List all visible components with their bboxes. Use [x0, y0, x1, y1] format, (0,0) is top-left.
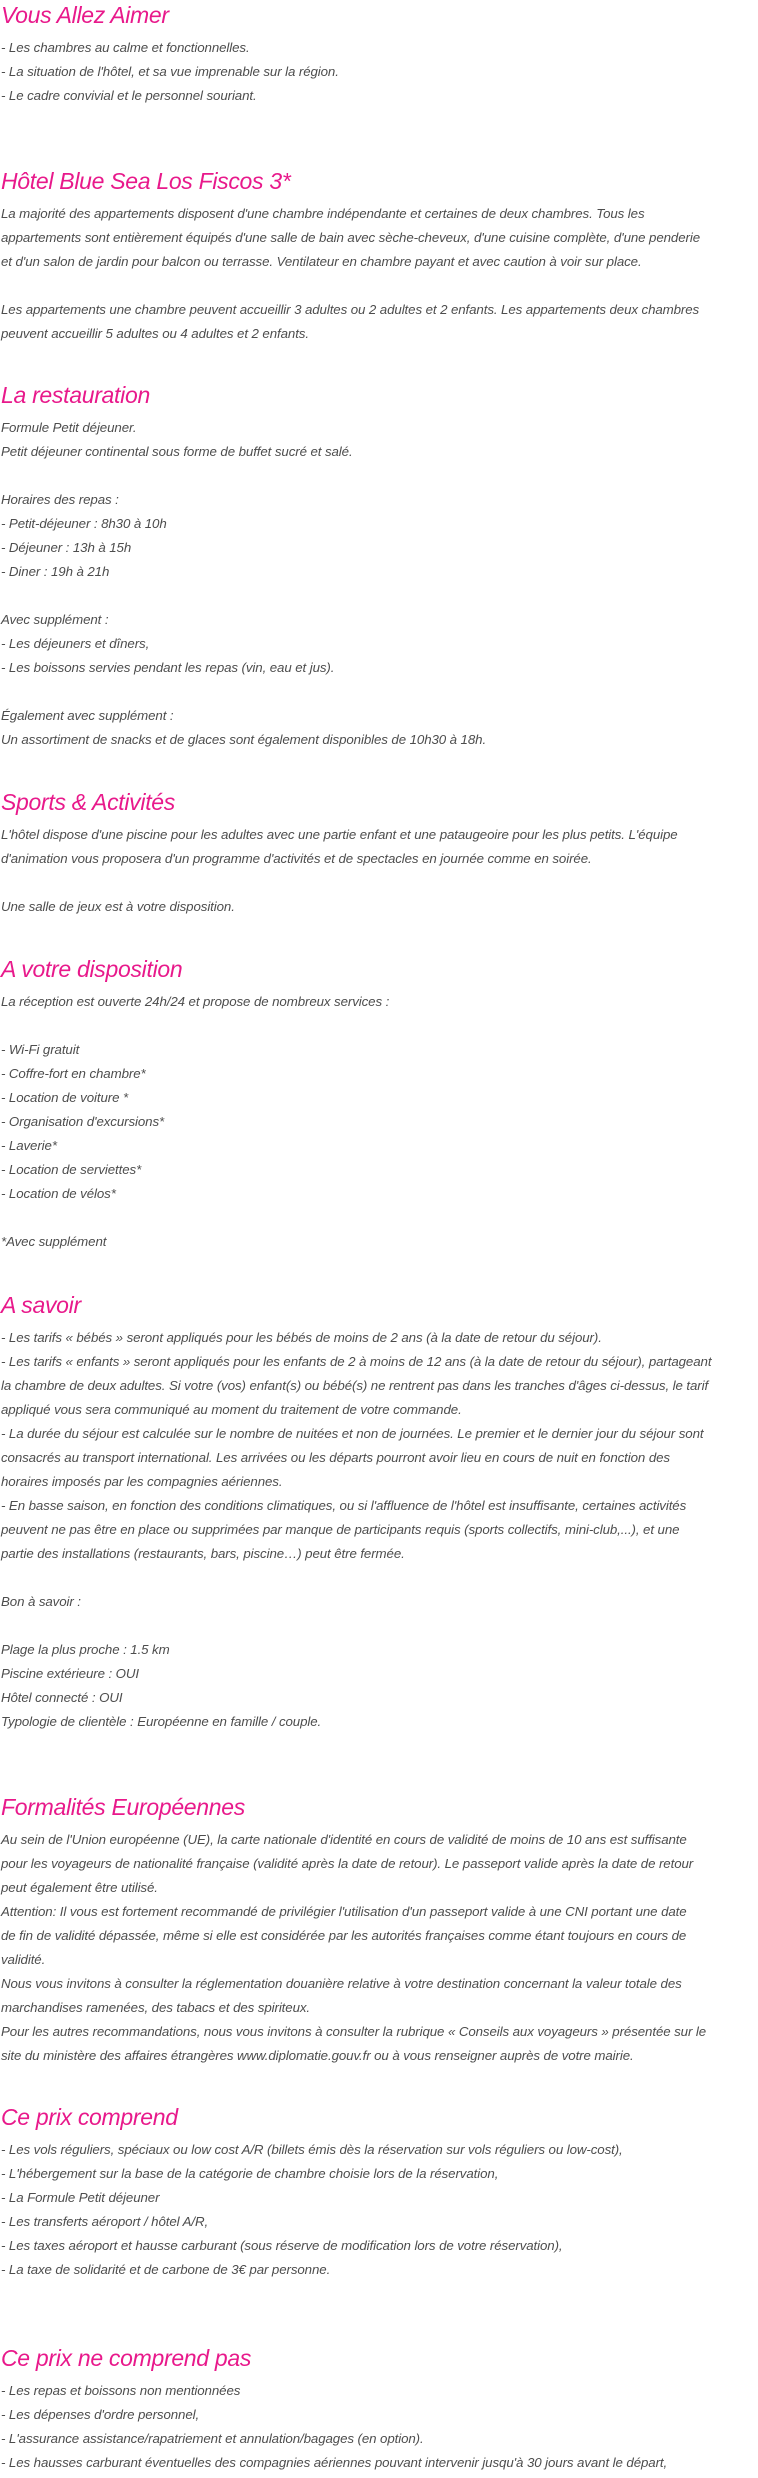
text-line: de fin de validité dépassée, même si elle est considérée par les autorités françaises comme étant toujours en cours de — [1, 1928, 687, 1943]
text-line: Typologie de clientèle : Européenne en famille / couple. — [1, 1714, 322, 1729]
text-line: - Les vols réguliers, spéciaux ou low cost A/R (billets émis dès la réservation sur vols réguliers ou low-cost), — [1, 2142, 623, 2157]
section-body — [1, 990, 756, 1254]
section-prix-ne-comprend-pas — [1, 2343, 756, 2475]
section-title: Formalités Européennes — [1, 1794, 245, 1820]
text-line: L'hôtel dispose d'une piscine pour les adultes avec une partie enfant et une pataugeoire pour les plus petits. L'équipe — [1, 827, 678, 842]
text-line: Au sein de l'Union européenne (UE), la carte nationale d'identité en cours de validité de moins de 10 ans est suffisante — [1, 1832, 687, 1847]
section-title: Ce prix ne comprend pas — [1, 2345, 252, 2371]
text-line: - La Formule Petit déjeuner — [1, 2190, 160, 2205]
section-body — [1, 1326, 756, 1734]
text-line: - Diner : 19h à 21h — [1, 564, 110, 579]
spacer — [1, 584, 756, 608]
section-prix-comprend — [1, 2102, 756, 2282]
section-body — [1, 202, 756, 346]
text-line: - Les taxes aéroport et hausse carburant (sous réserve de modification lors de votre réservation), — [1, 2238, 563, 2253]
text-line: Nous vous invitons à consulter la réglementation douanière relative à votre destination concernant la valeur totale des — [1, 1976, 682, 1991]
text-line: - Location de serviettes* — [1, 1162, 142, 1177]
section-body — [1, 2379, 756, 2475]
text-line: Hôtel connecté : OUI — [1, 1690, 123, 1705]
text-line: Également avec supplément : — [1, 708, 174, 723]
text-line: - Petit-déjeuner : 8h30 à 10h — [1, 516, 167, 531]
text-line: - Les chambres au calme et fonctionnelles. — [1, 40, 250, 55]
text-line: *Avec supplément — [1, 1234, 107, 1249]
text-line: Avec supplément : — [1, 612, 109, 627]
text-line: validité. — [1, 1952, 46, 1967]
text-line: Bon à savoir : — [1, 1594, 81, 1609]
text-line: - Les repas et boissons non mentionnées — [1, 2383, 241, 2398]
text-line: peut également être utilisé. — [1, 1880, 158, 1895]
spacer — [1, 464, 756, 488]
text-line: peuvent accueillir 5 adultes ou 4 adultes et 2 enfants. — [1, 326, 309, 341]
text-line: marchandises ramenées, des tabacs et des spiriteux. — [1, 2000, 311, 2015]
section-title: A savoir — [1, 1292, 81, 1318]
text-line: Formule Petit déjeuner. — [1, 420, 137, 435]
text-line: - Les déjeuners et dîners, — [1, 636, 150, 651]
text-line: Piscine extérieure : OUI — [1, 1666, 140, 1681]
text-line: Une salle de jeux est à votre disposition. — [1, 899, 235, 914]
section-title: Hôtel Blue Sea Los Fiscos 3* — [1, 168, 291, 194]
text-line: Plage la plus proche : 1.5 km — [1, 1642, 170, 1657]
text-line: - Les boissons servies pendant les repas (vin, eau et jus). — [1, 660, 335, 675]
text-line: - Les tarifs « enfants » seront appliqués pour les enfants de 2 à moins de 12 ans (à la date de retour du séjour), partageant — [1, 1354, 712, 1369]
text-line: - La taxe de solidarité et de carbone de 3€ par personne. — [1, 2262, 331, 2277]
text-line: - Organisation d'excursions* — [1, 1114, 165, 1129]
spacer — [1, 1614, 756, 1638]
text-line: partie des installations (restaurants, bars, piscine…) peut être fermée. — [1, 1546, 405, 1561]
section-title: Vous Allez Aimer — [1, 2, 169, 28]
section-body — [1, 1828, 756, 2068]
text-line: Attention: Il vous est fortement recommandé de privilégier l'utilisation d'un passeport valide à une CNI portant une date — [1, 1904, 687, 1919]
section-body — [1, 36, 756, 108]
section-title: Sports & Activités — [1, 789, 175, 815]
section-body — [1, 416, 756, 752]
text-line: appliqué vous sera communiqué au moment du traitement de votre commande. — [1, 1402, 462, 1417]
text-line: et d'un salon de jardin pour balcon ou terrasse. Ventilateur en chambre payant et avec caution à voir sur place. — [1, 254, 642, 269]
section-hotel — [1, 166, 756, 346]
spacer — [1, 680, 756, 704]
section-title: La restauration — [1, 382, 150, 408]
text-line: Pour les autres recommandations, nous vous invitons à consulter la rubrique « Conseils aux voyageurs » présentée sur le — [1, 2024, 707, 2039]
text-line: - Les hausses carburant éventuelles des compagnies aériennes pouvant intervenir jusqu'à 30 jours avant le départ, — [1, 2455, 668, 2470]
text-line: peuvent ne pas être en place ou supprimées par manque de participants requis (sports collectifs, mini-club,...), et une — [1, 1522, 680, 1537]
text-line: site du ministère des affaires étrangères www.diplomatie.gouv.fr ou à vous renseigner auprès de votre mairie. — [1, 2048, 634, 2063]
text-line: - Wi-Fi gratuit — [1, 1042, 80, 1057]
spacer — [1, 274, 756, 298]
text-line: - Les transferts aéroport / hôtel A/R, — [1, 2214, 209, 2229]
section-a-savoir — [1, 1290, 756, 1734]
section-sports — [1, 787, 756, 919]
text-line: pour les voyageurs de nationalité française (validité après la date de retour). Le passeport valide après la date de retour — [1, 1856, 694, 1871]
section-body — [1, 2138, 756, 2282]
text-line: Un assortiment de snacks et de glaces sont également disponibles de 10h30 à 18h. — [1, 732, 487, 747]
text-line: - Le cadre convivial et le personnel souriant. — [1, 88, 257, 103]
text-line: d'animation vous proposera d'un programme d'activités et de spectacles en journée comme en soirée. — [1, 851, 592, 866]
text-line: - L'assurance assistance/rapatriement et annulation/bagages (en option). — [1, 2431, 424, 2446]
spacer — [1, 871, 756, 895]
text-line: horaires imposés par les compagnies aériennes. — [1, 1474, 283, 1489]
text-line: - Location de vélos* — [1, 1186, 116, 1201]
section-disposition — [1, 954, 756, 1254]
text-line: - La durée du séjour est calculée sur le nombre de nuitées et non de journées. Le premier et le dernier jour du séjour sont — [1, 1426, 704, 1441]
text-line: La majorité des appartements disposent d'une chambre indépendante et certaines de deux chambres. Tous les — [1, 206, 645, 221]
text-line: - Déjeuner : 13h à 15h — [1, 540, 132, 555]
text-line: - L'hébergement sur la base de la catégorie de chambre choisie lors de la réservation, — [1, 2166, 499, 2181]
section-restauration — [1, 380, 756, 752]
text-line: appartements sont entièrement équipés d'une salle de bain avec sèche-cheveux, d'une cuisine complète, d'une penderie — [1, 230, 700, 245]
section-title: Ce prix comprend — [1, 2104, 178, 2130]
section-title: A votre disposition — [1, 956, 183, 982]
text-line: - Laverie* — [1, 1138, 57, 1153]
text-line: Horaires des repas : — [1, 492, 119, 507]
text-line: Petit déjeuner continental sous forme de buffet sucré et salé. — [1, 444, 353, 459]
section-formalites — [1, 1792, 756, 2068]
text-line: consacrés au transport international. Les arrivées ou les départs pourront avoir lieu en cours de nuit en fonction des — [1, 1450, 670, 1465]
text-line: La réception est ouverte 24h/24 et propose de nombreux services : — [1, 994, 390, 1009]
text-line: la chambre de deux adultes. Si votre (vos) enfant(s) ou bébé(s) ne rentrent pas dans les tranches d'âges ci-dessus, le tarif — [1, 1378, 709, 1393]
text-line: - En basse saison, en fonction des conditions climatiques, ou si l'affluence de l'hôtel est insuffisante, certaines activités — [1, 1498, 687, 1513]
section-vous-allez-aimer — [1, 0, 756, 108]
text-line: - La situation de l'hôtel, et sa vue imprenable sur la région. — [1, 64, 339, 79]
text-line: - Les dépenses d'ordre personnel, — [1, 2407, 200, 2422]
text-line: - Coffre-fort en chambre* — [1, 1066, 146, 1081]
spacer — [1, 1206, 756, 1230]
text-line: - Location de voiture * — [1, 1090, 129, 1105]
section-body — [1, 823, 756, 919]
text-line: - Les tarifs « bébés » seront appliqués pour les bébés de moins de 2 ans (à la date de retour du séjour). — [1, 1330, 602, 1345]
spacer — [1, 1566, 756, 1590]
spacer — [1, 1014, 756, 1038]
text-line: Les appartements une chambre peuvent accueillir 3 adultes ou 2 adultes et 2 enfants. Les appartements deux chambres — [1, 302, 700, 317]
